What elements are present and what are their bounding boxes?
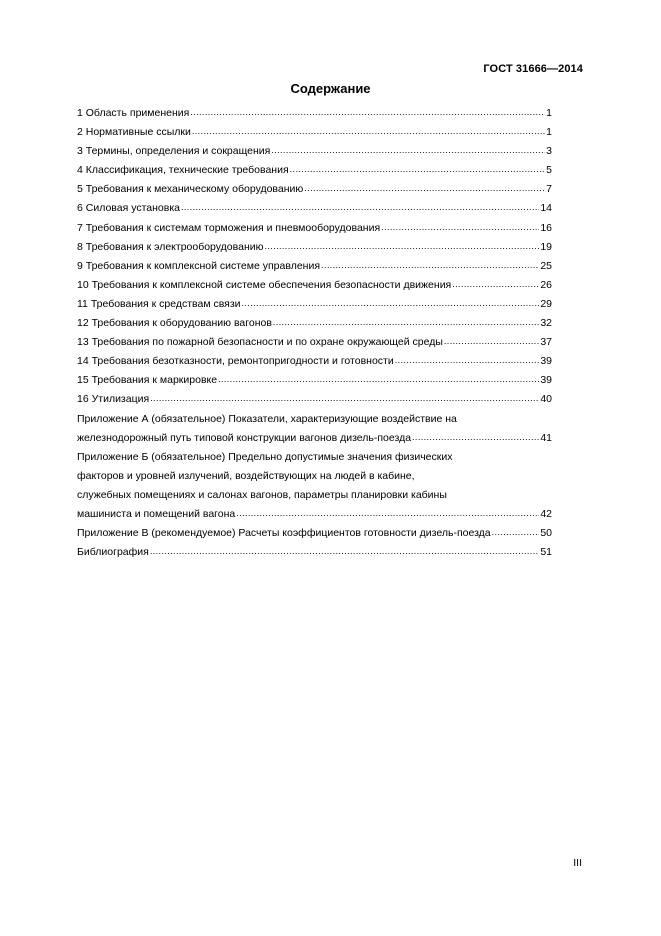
toc-entry[interactable] <box>77 257 552 276</box>
toc-entry-page: 25 <box>540 259 552 272</box>
toc-entry-page: 5 <box>546 164 552 177</box>
toc-entry-label: 3 Термины, определения и сокращения <box>77 145 271 158</box>
toc-entry-label: 11 Требования к средствам связи <box>77 297 241 310</box>
toc-entry[interactable] <box>77 238 552 257</box>
toc-entry-page: 14 <box>540 202 552 215</box>
toc-entry-label: 9 Требования к комплексной системе управления <box>77 259 321 272</box>
document-code: ГОСТ 31666—2014 <box>483 63 583 75</box>
leader-dots <box>218 370 539 389</box>
toc-entry-label: Библиография <box>77 546 149 559</box>
leader-dots <box>492 523 540 542</box>
toc-entry-line: служебных помещениях и салонах вагонов, параметры планировки кабины <box>77 488 447 501</box>
toc-entry-page: 40 <box>540 393 552 406</box>
toc-entry-label: 16 Утилизация <box>77 393 150 406</box>
toc-entry-label: 8 Требования к электрооборудованию <box>77 240 264 253</box>
toc-entry-bibliography[interactable] <box>77 543 552 562</box>
toc-entry-line: факторов и уровней излучений, воздействующих на людей в кабине, <box>77 469 415 482</box>
toc-entry-label: 7 Требования к системам торможения и пневмооборудования <box>77 221 381 234</box>
toc-entry-page: 1 <box>546 126 552 139</box>
toc-entry-label: 14 Требования безотказности, ремонтопригодности и готовности <box>77 355 394 368</box>
leader-dots <box>236 504 539 523</box>
toc-entry-page: 39 <box>540 355 552 368</box>
toc-entry-line: Приложение Б (обязательное) Предельно допустимые значения физических <box>77 450 453 463</box>
toc-entry-label: 15 Требования к маркировке <box>77 374 218 387</box>
toc-entry[interactable] <box>77 314 552 333</box>
leader-dots <box>304 179 545 198</box>
toc-entry[interactable] <box>77 295 552 314</box>
leader-dots <box>290 160 546 179</box>
toc-entry-line: Приложение А (обязательное) Показатели, характеризующие воздействие на <box>77 412 457 425</box>
toc-entry-label: 10 Требования к комплексной системе обеспечения безопасности движения <box>77 278 452 291</box>
leader-dots <box>381 218 539 237</box>
leader-dots <box>452 275 539 294</box>
leader-dots <box>444 332 539 351</box>
toc-entry-page: 19 <box>540 240 552 253</box>
toc-entry-label: Приложение В (рекомендуемое) Расчеты коэффициентов готовности дизель-поезда <box>77 527 491 540</box>
leader-dots <box>265 237 540 256</box>
leader-dots <box>395 351 540 370</box>
toc-entry-label: 2 Нормативные ссылки <box>77 126 191 139</box>
toc-entry[interactable] <box>77 371 552 390</box>
toc-entry-page: 3 <box>546 145 552 158</box>
table-of-contents <box>77 104 552 562</box>
toc-entry-appendix-a[interactable] <box>77 410 552 448</box>
toc-entry-label: 6 Силовая установка <box>77 202 180 215</box>
leader-dots <box>190 103 545 122</box>
toc-entry-label: машиниста и помещений вагона <box>77 507 236 520</box>
toc-entry-label: 5 Требования к механическому оборудованию <box>77 183 304 196</box>
toc-entry-label: 4 Классификация, технические требования <box>77 164 289 177</box>
toc-entry-page: 1 <box>546 107 552 119</box>
toc-entry-page: 29 <box>540 297 552 310</box>
toc-entry-label: железнодорожный путь типовой конструкции вагонов дизель-поезда <box>77 431 412 444</box>
toc-entry[interactable] <box>77 104 552 123</box>
toc-entry-page: 26 <box>540 278 552 291</box>
toc-entry[interactable] <box>77 333 552 352</box>
leader-dots <box>181 198 539 217</box>
toc-title: Содержание <box>290 81 371 96</box>
leader-dots <box>242 294 540 313</box>
toc-entry-appendix-b[interactable] <box>77 448 552 524</box>
page-number: III <box>573 857 582 869</box>
toc-entry-page: 7 <box>546 183 552 196</box>
toc-entry-label: 1 Область применения <box>77 107 190 119</box>
leader-dots <box>150 389 539 408</box>
toc-entry[interactable] <box>77 390 552 409</box>
leader-dots <box>273 313 539 332</box>
toc-entry-label: 13 Требования по пожарной безопасности и по охране окружающей среды <box>77 336 443 349</box>
toc-entry[interactable] <box>77 123 552 142</box>
leader-dots <box>321 256 539 275</box>
toc-entry[interactable] <box>77 180 552 199</box>
toc-entry-page: 41 <box>540 431 552 444</box>
toc-entry-page: 42 <box>540 507 552 520</box>
toc-entry-page: 39 <box>540 374 552 387</box>
toc-entry-page: 16 <box>540 221 552 234</box>
toc-entry-appendix-v[interactable] <box>77 524 552 543</box>
toc-entry[interactable] <box>77 352 552 371</box>
toc-entry[interactable] <box>77 219 552 238</box>
toc-entry-label: 12 Требования к оборудованию вагонов <box>77 317 272 330</box>
toc-entry-page: 37 <box>540 336 552 349</box>
leader-dots <box>150 542 539 561</box>
toc-entry-page: 32 <box>540 317 552 330</box>
toc-entry[interactable] <box>77 161 552 180</box>
leader-dots <box>271 141 545 160</box>
toc-entry[interactable] <box>77 276 552 295</box>
toc-entry-page: 50 <box>540 527 552 540</box>
toc-entry[interactable] <box>77 199 552 218</box>
toc-entry[interactable] <box>77 142 552 161</box>
leader-dots <box>412 428 539 447</box>
leader-dots <box>192 122 545 141</box>
toc-entry-page: 51 <box>540 546 552 559</box>
